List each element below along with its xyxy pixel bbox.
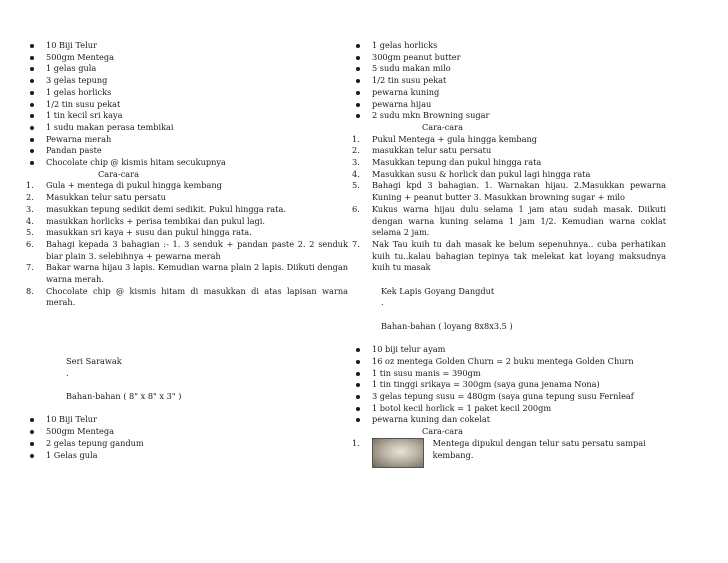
step-item (26, 204, 348, 216)
method-steps (26, 180, 348, 309)
list-item: 1 Gelas gula (26, 450, 348, 462)
list-item: 10 biji telur ayam (352, 344, 666, 356)
list-item: pewarna kuning (352, 87, 666, 99)
list-item: Pewarna merah (26, 134, 348, 146)
right-column (352, 40, 666, 468)
ingredient-list (352, 344, 666, 426)
step-text: masukkan sri kaya + susu dan pukul hingga rata. (46, 227, 252, 238)
step-number: 5. (352, 180, 360, 191)
step-item (352, 180, 666, 203)
list-item: 1/2 tin susu pekat (352, 75, 666, 87)
step-item (26, 216, 348, 228)
list-item: 2 gelas tepung gandum (26, 438, 348, 450)
recipe-title: Kek Lapis Goyang Dangdut (381, 285, 495, 296)
step-item (26, 239, 348, 262)
step-text: Nak Tau kuih tu dah masak ke belum sepenuhnya.. cuba perhatikan kuih tu..kalau bahagian tepinya tak melekat kat loyang maksudnya kuih tu masak (372, 238, 666, 273)
recipe-title: Seri Sarawak (66, 355, 122, 366)
step-number: 7. (352, 238, 360, 249)
step-text: Kukus warna hijau dulu selama 1 jam atau sudah masak. Diikuti dengan warna kuning selama 1 jam 1/2. Kemudian warna coklat selama 2 jam. (372, 203, 666, 238)
step-item (26, 192, 348, 204)
step-text: masukkan horlicks + perisa tembikai dan pukul lagi. (46, 215, 266, 226)
step-number: 6. (26, 238, 34, 249)
list-item: 1 tin susu manis = 390gm (352, 368, 666, 380)
step-number: 4. (352, 168, 360, 179)
method-heading: Cara-cara (422, 426, 463, 437)
list-item: 3 gelas tepung (26, 75, 348, 87)
step-text: Masukkan susu & horlick dan pukul lagi hingga rata (372, 168, 591, 179)
step-item (26, 227, 348, 239)
step-item (26, 262, 348, 285)
cake-photo (372, 438, 424, 468)
step-item (352, 239, 666, 274)
step-text: Pukul Mentega + gula hingga kembang (372, 133, 538, 144)
list-item: Pandan paste (26, 145, 348, 157)
step-item (352, 157, 666, 169)
step-item (352, 145, 666, 157)
ingredients-subtitle: Bahan-bahan ( loyang 8x8x3.5 ) (381, 320, 513, 331)
step-text: Bakar warna hijau 3 lapis. Kemudian warna plain 2 lapis. Diikuti dengan warna merah. (46, 262, 348, 285)
left-column (26, 40, 348, 461)
step-text: Gula + mentega di pukul hingga kembang (46, 180, 222, 191)
list-item: 10 Biji Telur (26, 414, 348, 426)
list-item: 500gm Mentega (26, 52, 348, 64)
ingredient-list (26, 40, 348, 169)
list-item: 300gm peanut butter (352, 52, 666, 64)
step-text: Masukkan tepung dan pukul hingga rata (372, 157, 542, 168)
step-number: 6. (352, 203, 360, 214)
step-item (352, 169, 666, 181)
list-item: 1 gelas horlicks (26, 87, 348, 99)
step-text: Bahagi kpd 3 bahagian. 1. Warnakan hijau. 2.Masukkan pewarna Kuning + peanut butter 3. Masukkan browning sugar + milo (372, 180, 666, 203)
separator-dot: . (66, 367, 69, 378)
list-item: pewarna kuning dan cokelat (352, 414, 666, 426)
list-item: 1 botol kecil horlick = 1 paket kecil 200gm (352, 403, 666, 415)
step-number: 8. (26, 285, 34, 296)
step-number: 1. (26, 180, 34, 191)
step-number: 5. (26, 227, 34, 238)
list-item: pewarna hijau (352, 99, 666, 111)
step-text: Mentega dipukul dengan telur satu persatu sampai kembang. (432, 437, 646, 460)
method-steps (352, 134, 666, 274)
step-number: 1. (352, 437, 360, 448)
step-number: 3. (352, 157, 360, 168)
step-item (26, 180, 348, 192)
list-item: 1 tin kecil sri kaya (26, 110, 348, 122)
list-item: 16 oz mentega Golden Churn = 2 buku mentega Golden Churn (352, 356, 666, 368)
step-number: 7. (26, 262, 34, 273)
step-number: 2. (26, 192, 34, 203)
list-item (352, 438, 666, 468)
ingredient-list (26, 414, 348, 461)
list-item: 2 sudu mkn Browning sugar (352, 110, 666, 122)
step-text: Chocolate chip @ kismis hitam di masukkan di atas lapisan warna merah. (46, 285, 348, 308)
list-item: Chocolate chip @ kismis hitam secukupnya (26, 157, 348, 169)
step-text: Masukkan telur satu persatu (46, 192, 166, 203)
step-number: 1. (352, 133, 360, 144)
list-item: 1 sudu makan perasa tembikai (26, 122, 348, 134)
step-item (26, 286, 348, 309)
list-item: 1/2 tin susu pekat (26, 99, 348, 111)
step-number: 3. (26, 203, 34, 214)
list-item: 1 tin tinggi srikaya = 300gm (saya guna jenama Nona) (352, 379, 666, 391)
step-text: Bahagi kepada 3 bahagian :- 1. 3 senduk + pandan paste 2. 2 senduk biar plain 3. selebihnya + pewarna merah (46, 238, 348, 261)
list-item: 500gm Mentega (26, 426, 348, 438)
list-item: 10 Biji Telur (26, 40, 348, 52)
ingredient-list (352, 40, 666, 122)
method-heading: Cara-cara (98, 168, 139, 179)
step-item (352, 204, 666, 239)
list-item: 3 gelas tepung susu = 480gm (saya guna tepung susu Fernleaf (352, 391, 666, 403)
ingredients-subtitle: Bahan-bahan ( 8" x 8" x 3" ) (66, 391, 182, 402)
list-item: 1 gelas gula (26, 63, 348, 75)
step-item (352, 134, 666, 146)
step-text: masukkan telur satu persatu (372, 145, 492, 156)
list-item: 5 sudu makan milo (352, 63, 666, 75)
step-number: 2. (352, 145, 360, 156)
list-item: 1 gelas horlicks (352, 40, 666, 52)
step-number: 4. (26, 215, 34, 226)
step-text: masukkan tepung sedikit demi sedikit. Pukul hingga rata. (46, 203, 286, 214)
method-heading: Cara-cara (422, 121, 463, 132)
separator-dot: . (381, 297, 384, 308)
